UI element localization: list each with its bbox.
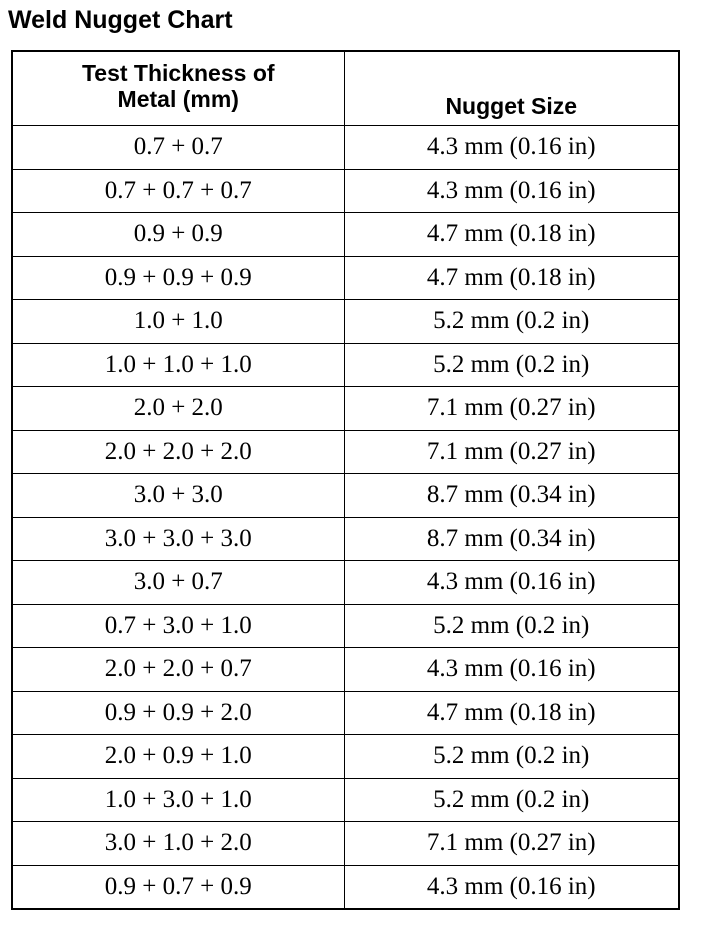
table-row [12,387,679,431]
cell-thickness: 1.0 + 1.0 [12,300,344,344]
cell-nugget-size: 5.2 mm (0.2 in) [344,735,679,779]
cell-thickness: 3.0 + 0.7 [12,561,344,605]
cell-thickness: 3.0 + 1.0 + 2.0 [12,822,344,866]
cell-nugget-size: 4.3 mm (0.16 in) [344,865,679,909]
cell-thickness: 3.0 + 3.0 + 3.0 [12,517,344,561]
table-row [12,213,679,257]
cell-nugget-size: 5.2 mm (0.2 in) [344,300,679,344]
cell-thickness: 3.0 + 3.0 [12,474,344,518]
cell-nugget-size: 4.3 mm (0.16 in) [344,169,679,213]
cell-nugget-size: 4.3 mm (0.16 in) [344,126,679,170]
cell-nugget-size: 4.7 mm (0.18 in) [344,256,679,300]
cell-nugget-size: 5.2 mm (0.2 in) [344,778,679,822]
cell-thickness: 0.9 + 0.9 + 2.0 [12,691,344,735]
table-row [12,822,679,866]
cell-thickness: 0.9 + 0.7 + 0.9 [12,865,344,909]
table-row [12,517,679,561]
table-row [12,604,679,648]
table-row [12,256,679,300]
cell-thickness: 0.7 + 0.7 + 0.7 [12,169,344,213]
cell-thickness: 2.0 + 2.0 [12,387,344,431]
table-row [12,561,679,605]
cell-thickness: 2.0 + 2.0 + 2.0 [12,430,344,474]
header-test-thickness-line1: Test Thickness of [81,60,275,86]
cell-thickness: 0.9 + 0.9 [12,213,344,257]
cell-nugget-size: 8.7 mm (0.34 in) [344,474,679,518]
page-title: Weld Nugget Chart [8,6,233,34]
table-row [12,691,679,735]
cell-nugget-size: 5.2 mm (0.2 in) [344,343,679,387]
header-nugget-size: Nugget Size [344,51,679,126]
cell-nugget-size: 7.1 mm (0.27 in) [344,430,679,474]
table-row [12,169,679,213]
table-row [12,648,679,692]
cell-nugget-size: 8.7 mm (0.34 in) [344,517,679,561]
cell-thickness: 0.7 + 0.7 [12,126,344,170]
cell-nugget-size: 5.2 mm (0.2 in) [344,604,679,648]
table-row [12,430,679,474]
cell-thickness: 2.0 + 0.9 + 1.0 [12,735,344,779]
header-test-thickness-line2: Metal (mm) [117,86,239,112]
table-row [12,865,679,909]
cell-nugget-size: 7.1 mm (0.27 in) [344,822,679,866]
cell-thickness: 2.0 + 2.0 + 0.7 [12,648,344,692]
weld-nugget-table [11,50,680,910]
cell-nugget-size: 4.7 mm (0.18 in) [344,691,679,735]
cell-nugget-size: 4.3 mm (0.16 in) [344,561,679,605]
table-row [12,126,679,170]
cell-thickness: 0.9 + 0.9 + 0.9 [12,256,344,300]
table-header-row [12,51,679,126]
cell-nugget-size: 4.3 mm (0.16 in) [344,648,679,692]
cell-thickness: 1.0 + 1.0 + 1.0 [12,343,344,387]
cell-nugget-size: 4.7 mm (0.18 in) [344,213,679,257]
table-row [12,735,679,779]
cell-nugget-size: 7.1 mm (0.27 in) [344,387,679,431]
table-row [12,474,679,518]
table-row [12,300,679,344]
header-test-thickness [12,51,344,126]
table-row [12,778,679,822]
cell-thickness: 1.0 + 3.0 + 1.0 [12,778,344,822]
table-row [12,343,679,387]
cell-thickness: 0.7 + 3.0 + 1.0 [12,604,344,648]
